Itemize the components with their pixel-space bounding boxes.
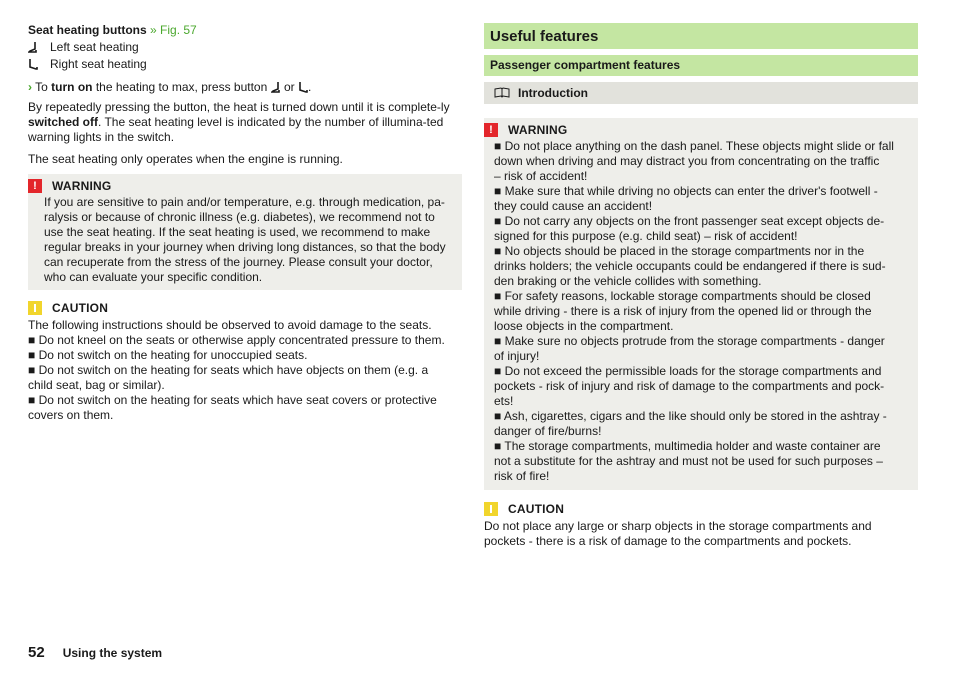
warning-line: who can evaluate your specific condition. — [44, 270, 263, 284]
warning-line: down when driving and may distract you from concentrating on the traffic — [494, 154, 880, 168]
caution-body — [484, 519, 918, 549]
caution-title: CAUTION — [52, 300, 109, 315]
seat-heating-heading: Seat heating buttons — [28, 23, 147, 37]
warning-exclamation-icon: ! — [484, 123, 498, 137]
warning-line: den braking or the vehicle collides with something. — [494, 274, 762, 288]
warning-line: danger of fire/burns! — [494, 424, 602, 438]
warning-header — [484, 121, 912, 139]
warning-header — [28, 177, 456, 195]
step-arrow-icon: › — [28, 80, 32, 94]
step-pre: To — [35, 80, 48, 94]
caution-line: Do not place any large or sharp objects in the storage compartments and — [484, 519, 872, 533]
caution-line: pockets - there is a risk of damage to the compartments and pockets. — [484, 534, 852, 548]
warning-line: drinks holders; the vehicle occupants could be endangered if there is sud- — [494, 259, 886, 273]
chapter-title: Using the system — [62, 646, 163, 660]
para1-post: . The seat heating level is indicated by the number of illumina-ted warning lights in the switch. — [28, 115, 444, 144]
warning-line: signed for this purpose (e.g. child seat) – risk of accident! — [494, 229, 798, 243]
warning-line: of injury! — [494, 349, 540, 363]
seat-heating-caution — [28, 299, 464, 423]
caution-body — [28, 318, 464, 423]
legend-label-left: Left seat heating — [50, 40, 139, 54]
warning-title: WARNING — [52, 178, 112, 193]
caution-title: CAUTION — [508, 501, 565, 516]
caution-line: The following instructions should be observed to avoid damage to the seats. — [28, 318, 432, 332]
seat-heat-right-icon — [298, 81, 308, 93]
caution-line: ■ Do not kneel on the seats or otherwise apply concentrated pressure to them. — [28, 333, 445, 347]
introduction-title: Introduction — [518, 85, 588, 100]
warning-line: can recuperate from the stress of the journey. Please consult your doctor, — [44, 255, 433, 269]
book-icon — [494, 87, 510, 99]
warning-line: ■ Do not exceed the permissible loads for the storage compartments and — [494, 364, 882, 378]
seat-heat-left-icon — [28, 41, 38, 53]
subsection-title: Passenger compartment features — [490, 58, 681, 72]
warning-line: risk of fire! — [494, 469, 550, 483]
step-text: the heating to max, press button — [95, 80, 268, 94]
caution-header — [484, 500, 918, 518]
warning-line: If you are sensitive to pain and/or temperature, e.g. through medication, pa- — [44, 195, 445, 209]
step-bold: turn on — [51, 80, 93, 94]
seat-heat-right-icon — [28, 58, 38, 70]
warning-line: regular breaks in your journey when driving long distances, so that the body — [44, 240, 446, 254]
legend-item-left-seat — [28, 40, 139, 55]
warning-line: pockets - risk of injury and risk of damage to the compartments and pock- — [494, 379, 885, 393]
warning-title: WARNING — [508, 122, 568, 137]
seat-heating-heading-line — [28, 23, 462, 38]
page-number: 52 — [28, 644, 45, 661]
warning-line: not a substitute for the ashtray and must not be used for such purposes – — [494, 454, 883, 468]
caution-line: ■ Do not switch on the heating for seats which have objects on them (e.g. a — [28, 363, 429, 377]
para1-bold: switched off — [28, 115, 99, 129]
step-or: or — [283, 80, 295, 94]
caution-line: ■ Do not switch on the heating for seats which have seat covers or protective — [28, 393, 437, 407]
warning-line: loose objects in the compartment. — [494, 319, 674, 333]
caution-icon — [28, 301, 42, 315]
warning-line: ralysis or because of chronic illness (e.g. diabetes), we recommend not to — [44, 210, 435, 224]
engine-note-paragraph: The seat heating only operates when the engine is running. — [28, 152, 343, 166]
compartment-warning — [484, 118, 918, 490]
warning-line: ■ Make sure no objects protrude from the storage compartments - danger — [494, 334, 885, 348]
legend-item-right-seat — [28, 57, 147, 72]
seat-heating-warning — [28, 174, 462, 290]
warning-line: while driving - there is a risk of injury from the opened lid or through the — [494, 304, 872, 318]
section-title: Useful features — [490, 27, 599, 45]
warning-line: ■ For safety reasons, lockable storage compartments should be closed — [494, 289, 871, 303]
compartment-caution — [484, 500, 918, 549]
warning-body — [484, 139, 912, 484]
warning-line: ■ The storage compartments, multimedia holder and waste container are — [494, 439, 881, 453]
warning-body — [28, 195, 456, 285]
subsection-title-band — [484, 55, 918, 76]
switch-off-paragraph — [28, 100, 464, 145]
warning-line: use the seat heating. If the seat heating is used, we recommend to make — [44, 225, 431, 239]
warning-line: ■ No objects should be placed in the storage compartments nor in the — [494, 244, 865, 258]
warning-line: ets! — [494, 394, 514, 408]
caution-line: ■ Do not switch on the heating for unoccupied seats. — [28, 348, 308, 362]
warning-line: ■ Do not place anything on the dash panel. These objects might slide or fall — [494, 139, 894, 153]
figure-reference-link[interactable]: » Fig. 57 — [150, 23, 197, 37]
caution-line: covers on them. — [28, 408, 114, 422]
step-end: . — [307, 80, 312, 94]
seat-heat-left-icon — [271, 81, 281, 93]
introduction-band — [484, 82, 918, 104]
warning-line: ■ Do not carry any objects on the front passenger seat except objects de- — [494, 214, 885, 228]
warning-line: they could cause an accident! — [494, 199, 653, 213]
caution-icon — [484, 502, 498, 516]
warning-line: – risk of accident! — [494, 169, 588, 183]
caution-header — [28, 299, 464, 317]
warning-exclamation-icon: ! — [28, 179, 42, 193]
warning-line: ■ Make sure that while driving no objects can enter the driver's footwell - — [494, 184, 878, 198]
caution-line: child seat, bag or similar). — [28, 378, 165, 392]
para1-pre: By repeatedly pressing the button, the heat is turned down until it is complete-ly — [28, 100, 450, 114]
page-footer — [28, 645, 162, 661]
step-instruction — [28, 80, 311, 95]
warning-line: ■ Ash, cigarettes, cigars and the like should only be stored in the ashtray - — [494, 409, 887, 423]
section-title-band — [484, 23, 918, 49]
legend-label-right: Right seat heating — [50, 57, 147, 71]
